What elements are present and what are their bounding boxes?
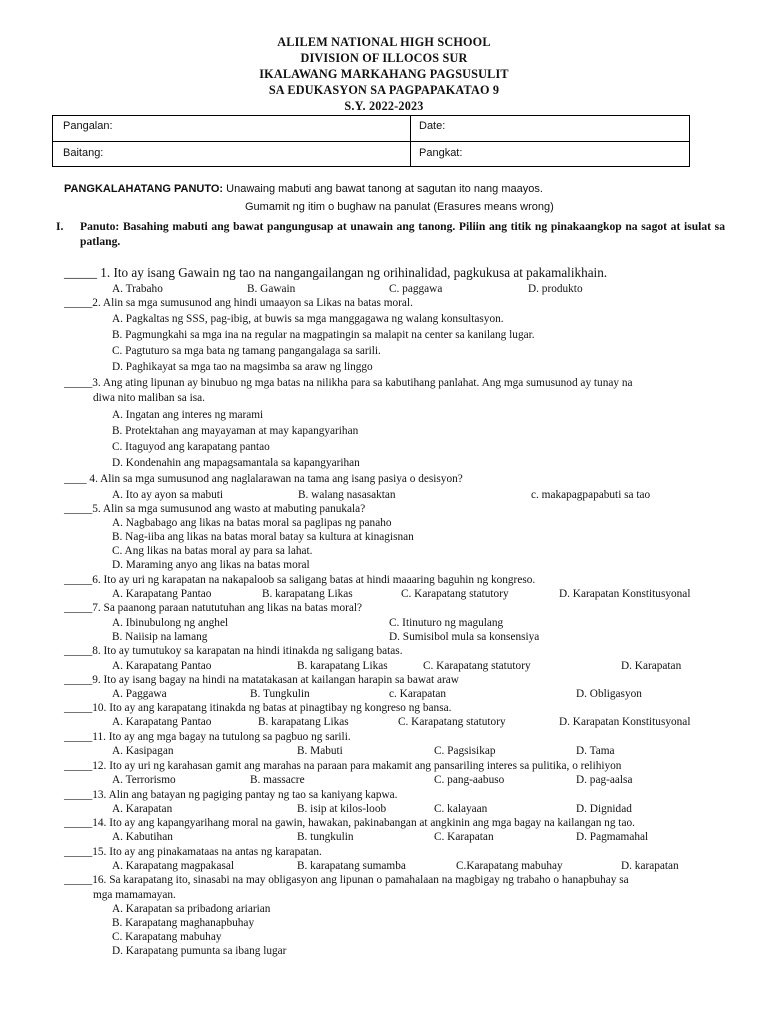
question-10: _____10. Ito ay ang karapatang itinakda ng batas at pinagtibay ng kongreso ng bansa. <box>64 702 452 714</box>
question-4: ____ 4. Alin sa mga sumusunod ang naglalarawan na tama ang isang pasiya o desisyon? <box>64 473 463 485</box>
question-3: _____3. Ang ating lipunan ay binubuo ng mga batas na nilikha para sa kabutihang panlahat. Ang mga sumusunod ay tunay na <box>64 377 633 389</box>
q4-option-a: A. Ito ay ayon sa mabuti <box>112 489 224 501</box>
q13-option-d: D. Dignidad <box>576 803 632 815</box>
q3-option-d: D. Kondenahin ang mapagsamantala sa kapangyarihan <box>112 457 360 469</box>
q15-option-c: C.Karapatang mabuhay <box>456 860 563 872</box>
pangalan-field[interactable]: Pangalan: <box>63 120 113 132</box>
q11-option-c: C. Pagsisikap <box>434 745 496 757</box>
q9-option-b: B. Tungkulin <box>250 688 310 700</box>
question-9: _____9. Ito ay isang bagay na hindi na matatakasan at kailangan harapin sa bawat araw <box>64 674 459 686</box>
q14-option-b: B. tungkulin <box>297 831 354 843</box>
q2-option-a: A. Pagkaltas ng SSS, pag-ibig, at buwis sa mga manggagawa ng walang konsultasyon. <box>112 313 504 325</box>
q16-option-d: D. Karapatang pumunta sa ibang lugar <box>112 945 287 957</box>
q7-option-b: B. Naiisip na lamang <box>112 631 208 643</box>
q9-option-d: D. Obligasyon <box>576 688 642 700</box>
question-11: _____11. Ito ay ang mga bagay na tutulong sa pagbuo ng sarili. <box>64 731 351 743</box>
q1-option-c: C. paggawa <box>389 283 443 295</box>
q2-option-d: D. Paghikayat sa mga tao na magsimba sa araw ng linggo <box>112 361 373 373</box>
q3-option-a: A. Ingatan ang interes ng marami <box>112 409 264 421</box>
q11-option-d: D. Tama <box>576 745 615 757</box>
q5-option-b: B. Nag-iiba ang likas na batas moral batay sa kultura at kinagisnan <box>112 531 414 543</box>
question-14: _____14. Ito ay ang kapangyarihang moral na gawin, hawakan, pakinabangan at angkinin ang mga bagay na kailangan ng tao. <box>64 817 635 829</box>
q16-option-c: C. Karapatang mabuhay <box>112 931 222 943</box>
q10-option-c: C. Karapatang statutory <box>398 716 506 728</box>
q9-option-a: A. Paggawa <box>112 688 167 700</box>
q10-option-a: A. Karapatang Pantao <box>112 716 212 728</box>
q7-option-d: D. Sumisibol mula sa konsensiya <box>389 631 540 643</box>
q14-option-c: C. Karapatan <box>434 831 494 843</box>
q7-option-c: C. Itinuturo ng magulang <box>389 617 504 629</box>
q6-option-a: A. Karapatang Pantao <box>112 588 212 600</box>
q4-option-c: c. makapagpapabuti sa tao <box>531 489 651 501</box>
question-12: _____12. Ito ay uri ng karahasan gamit ang marahas na paraan para makamit ang pansariling interes sa pulitika, o relihiyon <box>64 760 622 772</box>
q13-option-c: C. kalayaan <box>434 803 488 815</box>
division-name: DIVISION OF ILLOCOS SUR <box>300 51 468 65</box>
date-field[interactable]: Date: <box>419 120 446 132</box>
q7-option-a: A. Ibinubulong ng anghel <box>112 617 229 629</box>
q2-option-b: B. Pagmungkahi sa mga ina na regular na magpatingin sa malapit na center sa kanilang lugar. <box>112 329 535 341</box>
q12-option-c: C. pang-aabuso <box>434 774 505 786</box>
q6-option-b: B. karapatang Likas <box>262 588 353 600</box>
school-year: S.Y. 2022-2023 <box>344 99 424 113</box>
q16-option-a: A. Karapatan sa pribadong ariarian <box>112 903 271 915</box>
part-instructions-text: Panuto: Basahing mabuti ang bawat pangungusap at unawain ang tanong. Piliin ang titik ng pinakaangkop na sagot at isulat sa patlang. <box>80 220 725 248</box>
question-16-cont: mga mamamayan. <box>93 889 176 901</box>
subject-title: SA EDUKASYON SA PAGPAPAKATAO 9 <box>268 83 500 97</box>
question-6: _____6. Ito ay uri ng karapatan na nakapaloob sa saligang batas at hindi maaaring baguhin ng kongreso. <box>64 574 536 586</box>
q8-option-b: B. karapatang Likas <box>297 660 388 672</box>
pangkat-field[interactable]: Pangkat: <box>419 147 463 159</box>
q16-option-b: B. Karapatang maghanapbuhay <box>112 917 255 929</box>
school-name: ALILEM NATIONAL HIGH SCHOOL <box>277 35 491 49</box>
q15-option-b: B. karapatang sumamba <box>297 860 406 872</box>
question-2: _____2. Alin sa mga sumusunod ang hindi umaayon sa Likas na batas moral. <box>64 297 413 309</box>
q11-option-b: B. Mabuti <box>297 745 343 757</box>
q8-option-c: C. Karapatang statutory <box>423 660 531 672</box>
student-info-table <box>52 115 690 167</box>
q12-option-d: D. pag-aalsa <box>576 774 633 786</box>
general-instructions <box>64 183 543 195</box>
q10-option-b: B. karapatang Likas <box>258 716 349 728</box>
q1-option-b: B. Gawain <box>247 283 296 295</box>
q13-option-a: A. Karapatan <box>112 803 173 815</box>
q13-option-b: B. isip at kilos-loob <box>297 803 387 815</box>
q1-option-d: D. produkto <box>528 283 583 295</box>
q11-option-a: A. Kasipagan <box>112 745 174 757</box>
q14-option-d: D. Pagmamahal <box>576 831 649 843</box>
general-instructions-label: PANGKALAHATANG PANUTO: <box>64 183 224 195</box>
question-8: _____8. Ito ay tumutukoy sa karapatan na hindi itinakda ng saligang batas. <box>64 645 403 657</box>
baitang-field[interactable]: Baitang: <box>63 147 104 159</box>
q3-option-b: B. Protektahan ang mayayaman at may kapangyarihan <box>112 425 359 437</box>
q2-option-c: C. Pagtuturo sa mga bata ng tamang pangangalaga sa sarili. <box>112 345 381 357</box>
q3-option-c: C. Itaguyod ang karapatang pantao <box>112 441 270 453</box>
question-16: _____16. Sa karapatang ito, sinasabi na may obligasyon ang lipunan o pamahalaan na magbigay ng trabaho o hanapbuhay sa <box>64 874 629 886</box>
part-number: I. <box>56 220 64 233</box>
question-13: _____13. Alin ang batayan ng pagiging pantay ng tao sa kaniyang kapwa. <box>64 789 398 801</box>
q6-option-c: C. Karapatang statutory <box>401 588 509 600</box>
q10-option-d: D. Karapatan Konstitusyonal <box>559 716 691 728</box>
q5-option-c: C. Ang likas na batas moral ay para sa lahat. <box>112 545 313 557</box>
q1-option-a: A. Trabaho <box>112 283 163 295</box>
question-15: _____15. Ito ay ang pinakamataas na antas ng karapatan. <box>64 846 322 858</box>
q12-option-b: B. massacre <box>250 774 305 786</box>
q4-option-b: B. walang nasasaktan <box>298 489 396 501</box>
q15-option-a: A. Karapatang magpakasal <box>112 860 235 872</box>
question-3-cont: diwa nito maliban sa isa. <box>93 392 206 404</box>
general-instructions-text: Unawaing mabuti ang bawat tanong at sagutan ito nang maayos. <box>223 183 543 195</box>
general-instructions-line2: Gumamit ng itim o bughaw na panulat (Erasures means wrong) <box>245 201 554 213</box>
question-5: _____5. Alin sa mga sumusunod ang wasto at mabuting panukala? <box>64 503 366 515</box>
q5-option-a: A. Nagbabago ang likas na batas moral sa paglipas ng panaho <box>112 517 392 529</box>
q9-option-c: c. Karapatan <box>389 688 447 700</box>
q12-option-a: A. Terrorismo <box>112 774 176 786</box>
question-7: _____7. Sa paanong paraan natututuhan ang likas na batas moral? <box>64 602 363 614</box>
q15-option-d: D. karapatan <box>621 860 679 872</box>
question-1: _____ 1. Ito ay isang Gawain ng tao na nangangailangan ng orihinalidad, pagkukusa at pakamalikhain. <box>64 265 608 280</box>
exam-title: IKALAWANG MARKAHANG PAGSUSULIT <box>259 67 509 81</box>
q8-option-a: A. Karapatang Pantao <box>112 660 212 672</box>
q14-option-a: A. Kabutihan <box>112 831 173 843</box>
q8-option-d: D. Karapatan <box>621 660 682 672</box>
q6-option-d: D. Karapatan Konstitusyonal <box>559 588 691 600</box>
q5-option-d: D. Maraming anyo ang likas na batas moral <box>112 559 310 571</box>
